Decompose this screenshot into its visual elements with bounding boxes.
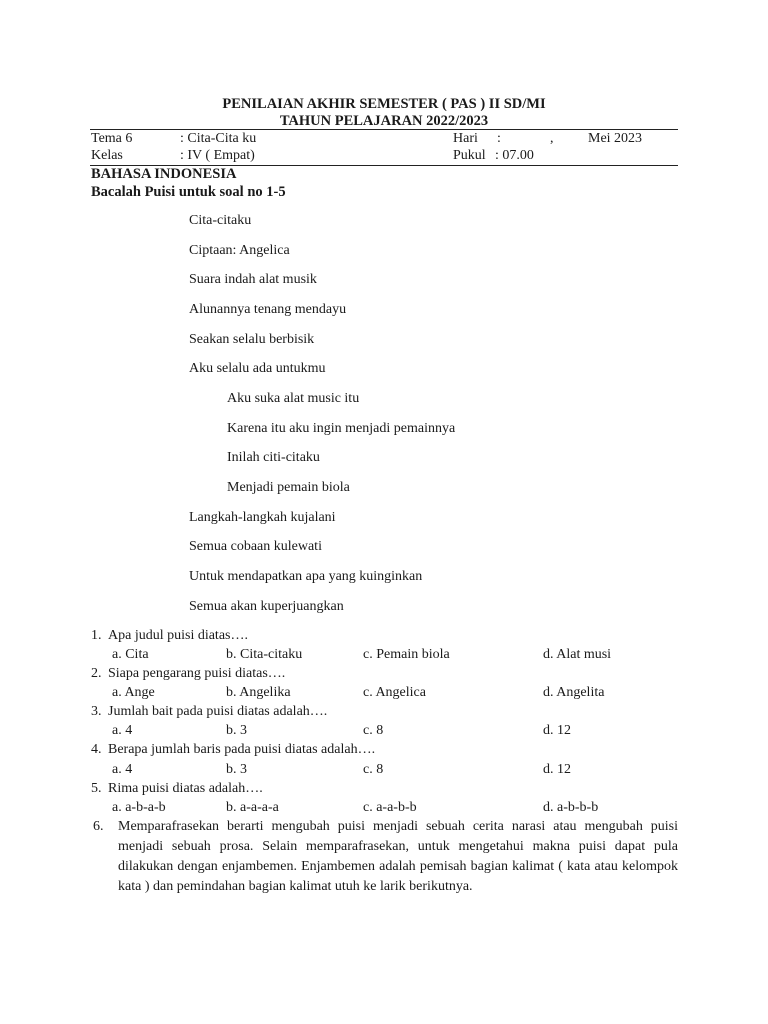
question-number: 5. — [91, 781, 102, 796]
option-a: a. 4 — [112, 762, 133, 777]
paragraph-text: Memparafrasekan berarti mengubah puisi menjadi sebuah cerita narasi atau mengubah puisi menjadi sebuah prosa. Selain memparafrasekan, untuk mengetahui makna puisi dapat pula dilakukan dengan enjambemen. Enjambemen adalah pemisah bagian kalimat ( kata atau kelompok kata ) dan pemindahan bagian kalimat utuh ke larik berikutnya. — [118, 819, 678, 894]
kelas-label: Kelas — [91, 148, 123, 163]
option-b: b. Cita-citaku — [226, 647, 303, 662]
poem-line: Langkah-langkah kujalani — [189, 510, 336, 525]
option-c: c. Angelica — [363, 685, 426, 700]
option-d: d. Angelita — [543, 685, 605, 700]
poem-line: Suara indah alat musik — [189, 272, 317, 287]
option-a: a. 4 — [112, 723, 133, 738]
kelas-value: : IV ( Empat) — [180, 148, 255, 163]
question-text: Jumlah bait pada puisi diatas adalah…. — [108, 704, 328, 719]
option-b: b. 3 — [226, 762, 247, 777]
tema-label: Tema 6 — [91, 131, 133, 146]
option-d: d. 12 — [543, 762, 571, 777]
poem-line: Semua cobaan kulewati — [189, 539, 322, 554]
option-c: c. a-a-b-b — [363, 800, 417, 815]
pukul-value: : 07.00 — [495, 148, 534, 163]
option-c: c. Pemain biola — [363, 647, 450, 662]
exam-title: PENILAIAN AKHIR SEMESTER ( PAS ) II SD/MI — [222, 96, 546, 112]
poem-line: Aku suka alat music itu — [227, 391, 360, 406]
school-year: TAHUN PELAJARAN 2022/2023 — [279, 113, 489, 129]
poem-line: Inilah citi-citaku — [227, 450, 320, 465]
question-number: 3. — [91, 704, 102, 719]
option-a: a. Ange — [112, 685, 155, 700]
option-a: a. a-b-a-b — [112, 800, 166, 815]
option-b: b. a-a-a-a — [226, 800, 279, 815]
question-number: 1. — [91, 628, 102, 643]
question-text: Berapa jumlah baris pada puisi diatas adalah…. — [108, 742, 376, 757]
poem-line: Alunannya tenang mendayu — [189, 302, 347, 317]
poem-line: Semua akan kuperjuangkan — [189, 599, 344, 614]
pukul-label: Pukul — [453, 148, 486, 163]
option-c: c. 8 — [363, 762, 384, 777]
question-number: 2. — [91, 666, 102, 681]
question-text: Rima puisi diatas adalah…. — [108, 781, 263, 796]
hari-value: Mei 2023 — [588, 131, 643, 146]
tema-value: : Cita-Cita ku — [180, 131, 257, 146]
hari-label: Hari — [453, 131, 478, 146]
option-b: b. 3 — [226, 723, 247, 738]
hari-comma: , — [550, 131, 554, 146]
subject-heading: BAHASA INDONESIA — [91, 166, 237, 182]
poem-line: Seakan selalu berbisik — [189, 332, 315, 347]
poem-line: Ciptaan: Angelica — [189, 243, 290, 258]
poem-line: Untuk mendapatkan apa yang kuinginkan — [189, 569, 423, 584]
option-a: a. Cita — [112, 647, 149, 662]
option-b: b. Angelika — [226, 685, 291, 700]
poem-line: Karena itu aku ingin menjadi pemainnya — [227, 421, 456, 436]
instruction-heading: Bacalah Puisi untuk soal no 1-5 — [91, 184, 286, 200]
question-number: 6. — [93, 819, 104, 834]
option-d: d. Alat musi — [543, 647, 612, 662]
option-d: d. a-b-b-b — [543, 800, 599, 815]
question-number: 4. — [91, 742, 102, 757]
question-text: Siapa pengarang puisi diatas…. — [108, 666, 286, 681]
poem-line: Menjadi pemain biola — [227, 480, 350, 495]
poem-line: Cita-citaku — [189, 213, 252, 228]
question-text: Apa judul puisi diatas…. — [108, 628, 248, 643]
option-d: d. 12 — [543, 723, 571, 738]
hari-colon: : — [497, 131, 501, 146]
option-c: c. 8 — [363, 723, 384, 738]
poem-line: Aku selalu ada untukmu — [189, 361, 326, 376]
